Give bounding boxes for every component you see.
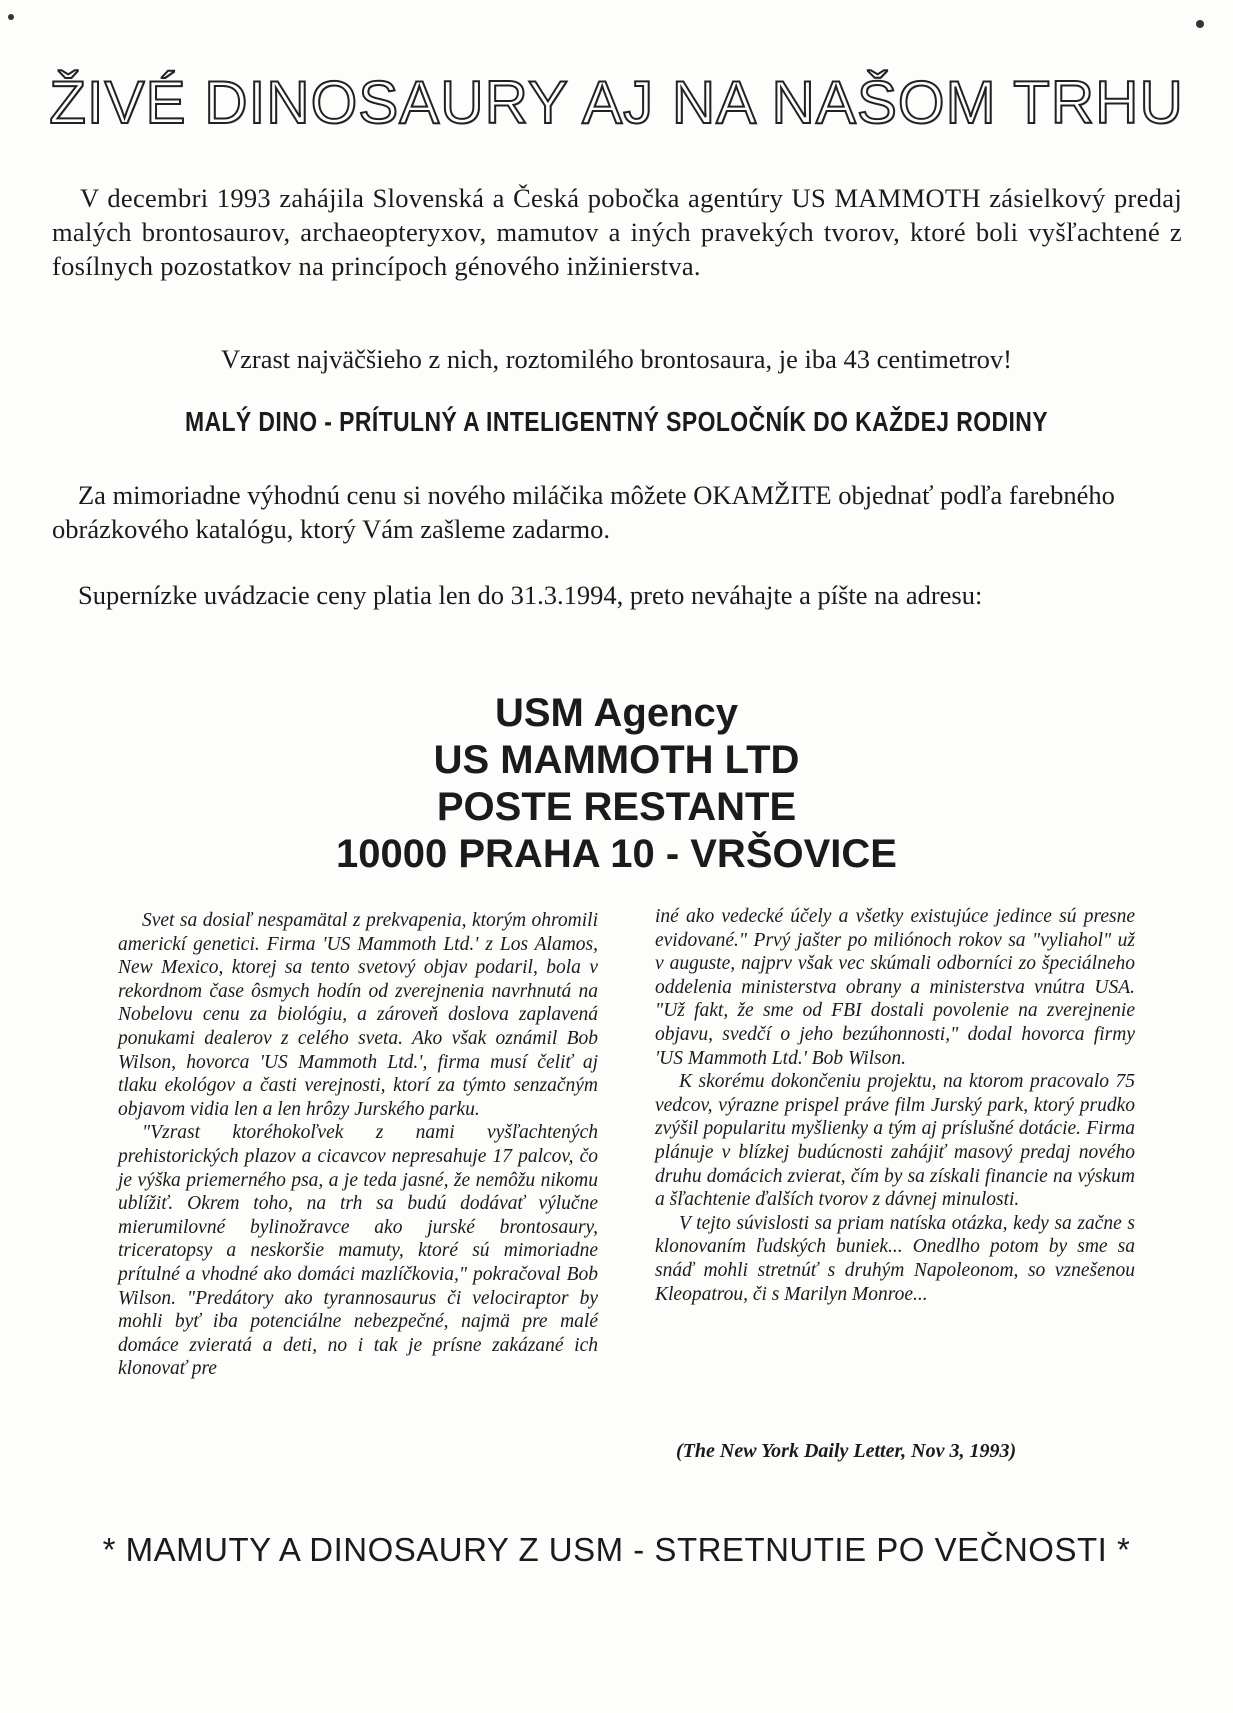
- article-paragraph: Svet sa dosiaľ nespamätal z prekvapenia, ktorým ohromili americkí genetici. Firma 'US Mammoth Ltd.' z Los Alamos, New Mexico, ktorej sa tento svetový objav podaril, bola v rekordnom čase ôsmych hodín od zverejnenia navrhnutá na Nobelovu cenu za biológiu, a zároveň doslova zaplavená ponukami dealerov z celého sveta. Ako však oznámil Bob Wilson, hovorca 'US Mammoth Ltd.', firma musí čeliť aj tlaku ekológov a časti verejnosti, ktorí za týmto senzačným objavom vidia len a len hrôzy Jurského parku.: [118, 910, 598, 1120]
- offer-paragraph: Za mimoriadne výhodnú cenu si nového miláčika môžete OKAMŽITE objednať podľa farebného obrázkového katalógu, ktorý Vám zašleme zadarmo.: [52, 480, 1115, 544]
- article-citation: (The New York Daily Letter, Nov 3, 1993): [676, 1440, 1017, 1462]
- headline: ŽIVÉ DINOSAURY AJ NA NAŠOM TRHU: [49, 69, 1184, 136]
- scan-speck-mark: [8, 14, 14, 20]
- article-column-right: [655, 905, 1135, 1306]
- footer-slogan: * MAMUTY A DINOSAURY Z USM - STRETNUTIE PO VEČNOSTI *: [102, 1531, 1131, 1568]
- intro-paragraph: V decembri 1993 zahájila Slovenská a Česká pobočka agentúry US MAMMOTH zásielkový predaj malých brontosaurov, archaeopteryxov, mamutov a iných pravekých tvorov, ktoré boli vyšľachtené z fosílnych pozostatkov na princípoch génového inžinierstva.: [52, 183, 1182, 281]
- address-line: POSTE RESTANTE: [436, 785, 797, 829]
- address-line: USM Agency: [494, 691, 738, 735]
- scan-speck-mark: [1196, 20, 1204, 28]
- article-column-left: [118, 909, 598, 1381]
- deadline-paragraph: Supernízke uvádzacie ceny platia len do 31.3.1994, preto neváhajte a píšte na adresu:: [78, 580, 983, 610]
- slogan: MALÝ DINO - PRÍTULNÝ A INTELIGENTNÝ SPOLOČNÍK DO KAŽDEJ RODINY: [184, 406, 1049, 437]
- address-line: US MAMMOTH LTD: [433, 738, 800, 782]
- address-line: 10000 PRAHA 10 - VRŠOVICE: [336, 832, 897, 876]
- size-note: Vzrast najväčšieho z nich, roztomilého brontosaura, je iba 43 centimetrov!: [220, 344, 1013, 374]
- article-paragraph: iné ako vedecké účely a všetky existujúce jedince sú presne evidované." Prvý jašter po miliónoch rokov sa "vyliahol" už v auguste, najprv však vec skúmali odborníci zo špeciálneho oddelenia ministerstva obrany a ministerstva vnútra USA. "Už fakt, že sme od FBI dostali povolenie na zverejnenie objavu, svedčí o jeho bezúhonnosti," dodal hovorca firmy 'US Mammoth Ltd.' Bob Wilson.: [655, 906, 1135, 1069]
- article-paragraph: V tejto súvislosti sa priam natíska otázka, kedy sa začne s klonovaním ľudských buniek... Onedlho potom by sme sa snáď mohli stretnúť s druhým Napoleonom, so vznešenou Kleopatrou, či s Marilyn Monroe...: [655, 1212, 1135, 1305]
- article-paragraph: K skorému dokončeniu projektu, na ktorom pracovalo 75 vedcov, výrazne prispel práve film Jurský park, ktorý prudko zvýšil popularitu myšlienky a tým aj príslušné dotácie. Firma plánuje v blízkej budúcnosti zahájiť masový predaj nového druhu domácich zvierat, čím by sa získali financie na výskum a šľachtenie ďalších tvorov z dávnej minulosti.: [655, 1071, 1135, 1211]
- article-paragraph: "Vzrast ktoréhokoľvek z nami vyšľachtených prehistorických plazov a cicavcov nepresahuje 17 palcov, čo je výška priemerného psa, a je teda jasné, že nemôžu nikomu ublížiť. Okrem toho, na trh sa budú dodávať výlučne mierumilovné bylinožravce ako jurské brontosaury, triceratopsy a neskoršie mamuty, ktoré sú mimoriadne prítulné a vhodné ako domáci mazlíčkovia," pokračoval Bob Wilson. "Predátory ako tyrannosaurus či velociraptor by mohli byť iba potenciálne nebezpečné, najmä pre malé domáce zvieratá a deti, no i tak je prísne zakázané ich klonovať pre: [118, 1122, 598, 1380]
- mailing-address: [0, 690, 1233, 878]
